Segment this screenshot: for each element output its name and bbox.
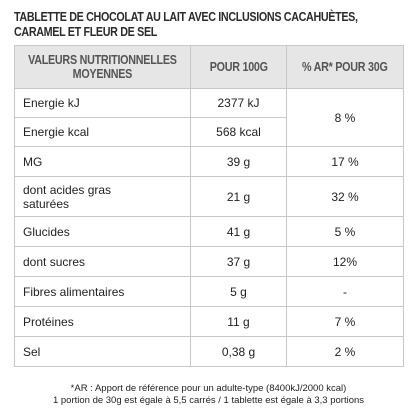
header-ar-per-30g-label: % AR* POUR 30G [302, 60, 388, 74]
row-ar-value: 32 % [287, 177, 404, 217]
table-row [15, 277, 404, 307]
nutrition-table-header [15, 46, 404, 89]
row-ar-value: 7 % [287, 307, 404, 337]
header-nutritional-values-line-2: MOYENNES [72, 67, 133, 81]
row-label [15, 177, 191, 217]
row-ar-value: 5 % [287, 217, 404, 247]
table-row [15, 147, 404, 177]
row-ar-value: 8 % [287, 89, 404, 147]
row-ar-value: 17 % [287, 147, 404, 177]
row-ar-value: - [287, 277, 404, 307]
row-per-100g-value: 21 g [191, 177, 287, 217]
header-per-100g [191, 46, 287, 89]
header-per-100g-label: POUR 100G [209, 60, 268, 74]
row-label: Fibres alimentaires [15, 277, 191, 307]
row-label-line-1: dont acides gras [23, 182, 112, 197]
row-per-100g-value: 11 g [191, 307, 287, 337]
footnote-portion-info: 1 portion de 30g est égale à 5,5 carrés / 1 tablette est égale à 3,3 portions [52, 395, 365, 406]
table-row [15, 247, 404, 277]
product-title [14, 10, 358, 40]
nutrition-table [14, 45, 404, 367]
row-per-100g-value: 5 g [191, 277, 287, 307]
row-ar-value: 12% [287, 247, 404, 277]
row-label: dont sucres [15, 247, 191, 277]
product-title-line-1: TABLETTE DE CHOCOLAT AU LAIT AVEC INCLUSIONS CACAHUÈTES, [14, 10, 358, 24]
row-per-100g-value: 39 g [191, 147, 287, 177]
table-row [15, 307, 404, 337]
row-label: Sel [15, 337, 191, 367]
row-label: Glucides [15, 217, 191, 247]
row-per-100g-value: 37 g [191, 247, 287, 277]
row-per-100g-value: 41 g [191, 217, 287, 247]
footnote [0, 383, 417, 407]
row-per-100g-value: 2377 kJ [191, 89, 287, 118]
row-label: MG [15, 147, 191, 177]
row-per-100g-value: 568 kcal [191, 118, 287, 147]
row-ar-value: 2 % [287, 337, 404, 367]
row-label: Energie kcal [15, 118, 191, 147]
footnote-ar-definition: *AR : Apport de référence pour un adulte-type (8400kJ/2000 kcal) [70, 383, 347, 394]
row-label: Energie kJ [15, 89, 191, 118]
product-title-line-2: CARAMEL ET FLEUR DE SEL [14, 25, 158, 39]
row-label-line-2: saturées [23, 196, 70, 211]
table-row [15, 217, 404, 247]
header-ar-per-30g [287, 46, 404, 89]
table-row [15, 337, 404, 367]
row-per-100g-value: 0,38 g [191, 337, 287, 367]
header-nutritional-values-line-1: VALEURS NUTRITIONNELLES [28, 53, 177, 67]
row-label: Protéines [15, 307, 191, 337]
header-nutritional-values [15, 46, 191, 89]
table-row [15, 89, 404, 118]
table-row [15, 177, 404, 217]
